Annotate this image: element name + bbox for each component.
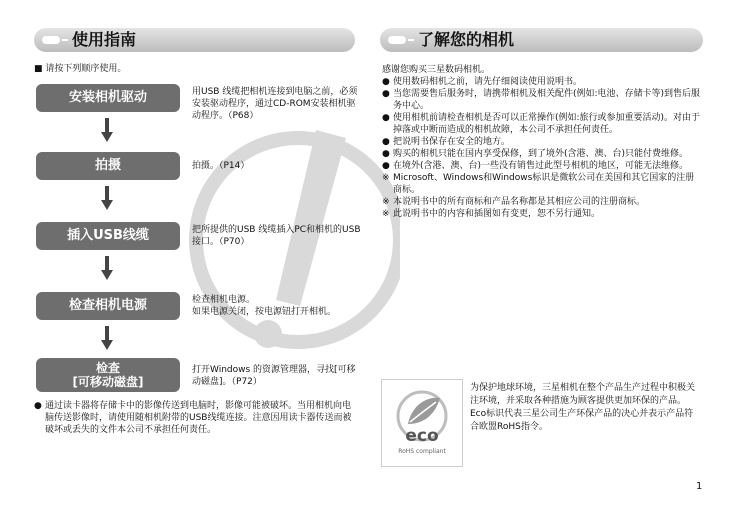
step-label: 拍摄 bbox=[94, 158, 121, 173]
right-section-title: 了解您的相机 bbox=[418, 30, 515, 49]
bullet-text: 在境外(含港、澳、台)一些没有销售过此型号相机的地区，可能无法维修。 bbox=[393, 161, 689, 171]
bullet-marker: ● bbox=[382, 77, 390, 87]
step-check-power bbox=[36, 292, 180, 320]
bullet-marker: ※ bbox=[382, 209, 390, 219]
bullet-text: 此说明书中的内容和插图如有变更，恕不另行通知。 bbox=[393, 209, 601, 219]
right-bullet-item bbox=[382, 112, 702, 136]
note-text: 通过读卡器将存储卡中的影像传送到电脑时，影像可能被破坏。当用相机向电脑传送影像时，请使用随相机附带的USB线缆连接。注意因用读卡器传送而被破坏或丢失的文件本公司不承担任何责任。 bbox=[45, 401, 352, 435]
step-description: 用USB 线缆把相机连接到电脑之前，必须安装驱动程序，通过CD-ROM安装相机驱动程序。（P68） bbox=[192, 87, 358, 121]
step-description: 把所提供的USB 线缆插入PC和相机的USB 接口。（P70） bbox=[192, 225, 361, 247]
step-install-driver bbox=[36, 84, 180, 112]
down-arrow-icon bbox=[101, 326, 113, 350]
right-bullet-item bbox=[382, 196, 702, 208]
header-pill-icon bbox=[388, 36, 406, 44]
step-check-removable-disk bbox=[36, 358, 180, 392]
bullet-marker: ● bbox=[382, 149, 390, 159]
bullet-marker: ● bbox=[382, 113, 390, 123]
right-bullet-item bbox=[382, 208, 702, 220]
step-label: 插入USB线缆 bbox=[67, 228, 149, 243]
bullet-text: 购买的相机只能在国内享受保修，到了境外(含港、澳、台)只能付费维修。 bbox=[393, 149, 689, 159]
left-section-header bbox=[34, 28, 355, 52]
left-intro: ■ 请按下列顺序使用。 bbox=[34, 64, 127, 74]
header-pill-icon bbox=[42, 36, 60, 44]
bullet-marker: ● bbox=[382, 89, 390, 99]
step-insert-usb bbox=[36, 222, 180, 250]
down-arrow-icon bbox=[101, 186, 113, 210]
right-intro: 感谢您购买三星数码相机。 bbox=[382, 65, 491, 75]
bullet-marker: ● bbox=[382, 137, 390, 147]
step-shoot bbox=[36, 152, 180, 180]
bullet-text: 使用相机前请检查相机是否可以正常操作(例如:旅行或参加重要活动)。对由于掉落或中断而造成的相机故障，本公司不承担任何责任。 bbox=[393, 113, 701, 135]
bullet-text: 使用数码相机之前，请先仔细阅读使用说明书。 bbox=[393, 77, 583, 87]
right-bullet-item bbox=[382, 76, 702, 88]
right-bullet-item bbox=[382, 136, 702, 148]
left-section-title: 使用指南 bbox=[72, 30, 137, 49]
step-label: 检查相机电源 bbox=[68, 298, 147, 313]
bullet-marker: ● bbox=[382, 161, 390, 171]
bullet-text: Microsoft、Windows和Windows标识是微软公司在美国和其它国家的注册商标。 bbox=[393, 173, 695, 195]
right-section-header bbox=[380, 28, 703, 52]
page-number: 1 bbox=[696, 481, 703, 492]
down-arrow-icon bbox=[101, 256, 113, 280]
down-arrow-icon bbox=[101, 118, 113, 142]
eco-logo bbox=[381, 379, 463, 467]
step-label: 安装相机驱动 bbox=[68, 90, 147, 105]
right-bullet-item bbox=[382, 88, 702, 112]
eco-description: 为保护地球环境，三星相机在整个产品生产过程中积极关注环境，并采取各种措施为顾客提供更加环保的产品。Eco标识代表三星公司生产环保产品的决心并表示产品符合欧盟RoHS指令。 bbox=[470, 383, 696, 432]
right-bullet-item bbox=[382, 172, 702, 196]
right-bullet-item bbox=[382, 148, 702, 160]
left-note bbox=[34, 400, 354, 436]
step-description: 拍摄。（P14） bbox=[192, 161, 250, 171]
right-bullet-list bbox=[382, 76, 702, 220]
bullet-marker: ※ bbox=[382, 197, 390, 207]
eco-logo-word: eco bbox=[405, 426, 439, 446]
step-description: 检查相机电源。 如果电源关闭，按电源钮打开相机。 bbox=[192, 295, 337, 317]
step-label: 检查 [可移动磁盘] bbox=[72, 361, 144, 389]
bullet-text: 当您需要售后服务时，请携带相机及相关配件(例如:电池、存储卡等)到售后服务中心。 bbox=[393, 89, 701, 111]
bullet-text: 把说明书保存在安全的地方。 bbox=[393, 137, 511, 147]
bullet-marker: ● bbox=[34, 401, 42, 411]
step-description: 打开Windows 的资源管理器，寻找[可移动磁盘]。（P72） bbox=[192, 365, 356, 387]
eco-logo-sub: RoHS compliant bbox=[398, 448, 446, 455]
bullet-text: 本说明书中的所有商标和产品名称都是其相应公司的注册商标。 bbox=[393, 197, 646, 207]
bullet-marker: ※ bbox=[382, 173, 390, 183]
right-bullet-item bbox=[382, 160, 702, 172]
